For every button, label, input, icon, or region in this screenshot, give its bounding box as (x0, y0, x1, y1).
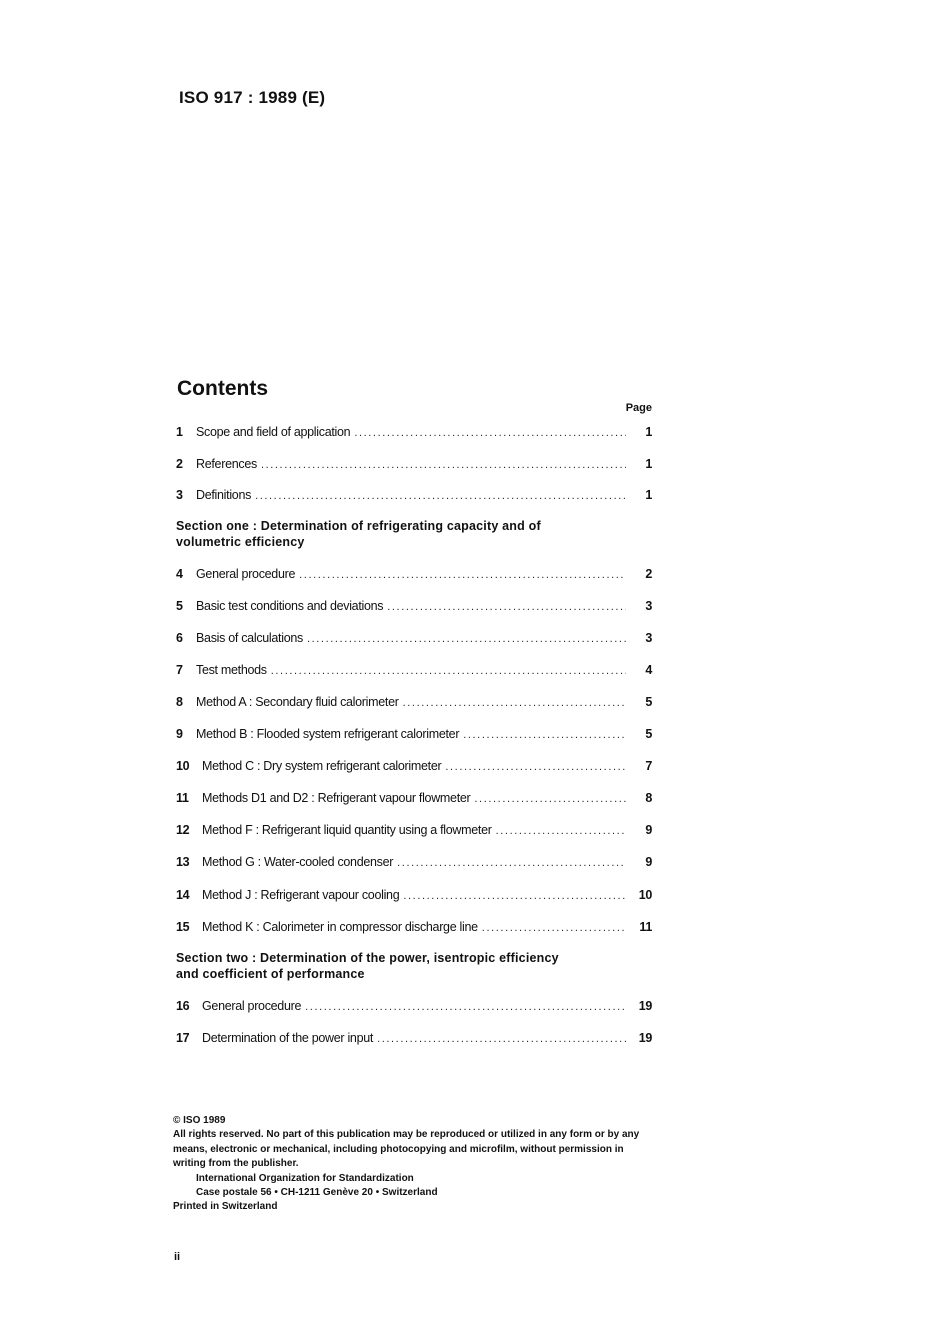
toc-title: Method G : Water-cooled condenser (202, 855, 394, 869)
section-one-line-2: volumetric efficiency (176, 535, 305, 549)
toc-number: 1 (176, 425, 183, 439)
toc-title: Method J : Refrigerant vapour cooling (202, 888, 400, 902)
toc-title: Basic test conditions and deviations (196, 599, 384, 613)
toc-page: 1 (645, 425, 652, 439)
section-two-line-1: Section two : Determination of the power, isentropic efficiency (176, 951, 559, 965)
dot-leader (474, 791, 626, 807)
toc-title: Scope and field of application (196, 425, 351, 439)
toc-entry-4[interactable] (176, 566, 652, 582)
toc-number: 17 (176, 1031, 190, 1045)
toc-title: Method A : Secondary fluid calorimeter (196, 695, 399, 709)
dot-leader (299, 567, 626, 583)
toc-number: 2 (176, 457, 183, 471)
copyright-notice (173, 1114, 653, 1215)
page-column-label: Page (625, 402, 652, 414)
toc-page: 9 (645, 855, 652, 869)
contents-title: Contents (177, 377, 268, 400)
toc-entry-12[interactable] (176, 822, 652, 838)
toc-entry-13[interactable] (176, 854, 652, 870)
toc-page: 4 (645, 663, 652, 677)
copyright-line: © ISO 1989 (173, 1115, 226, 1126)
section-two-heading (176, 950, 652, 982)
toc-number: 3 (176, 488, 183, 502)
dot-leader (463, 727, 626, 743)
toc-page: 9 (645, 823, 652, 837)
toc-number: 14 (176, 888, 190, 902)
section-two-line-2: and coefficient of performance (176, 967, 365, 981)
standard-identifier: ISO 917 : 1989 (E) (179, 88, 326, 107)
toc-entry-11[interactable] (176, 790, 652, 806)
toc-number: 16 (176, 999, 190, 1013)
toc-title: Method K : Calorimeter in compressor discharge line (202, 920, 478, 934)
printed-in: Printed in Switzerland (173, 1201, 278, 1213)
toc-title: Definitions (196, 488, 252, 502)
dot-leader (403, 888, 626, 904)
toc-number: 6 (176, 631, 183, 645)
toc-page: 19 (638, 1031, 652, 1045)
dot-leader (261, 457, 626, 473)
toc-title: References (196, 457, 257, 471)
toc-page: 3 (645, 599, 652, 613)
rights-line-3: writing from the publisher. (173, 1158, 299, 1170)
toc-title: General procedure (196, 567, 296, 581)
dot-leader (482, 920, 626, 936)
toc-number: 9 (176, 727, 183, 741)
toc-entry-8[interactable] (176, 694, 652, 710)
toc-page: 7 (645, 759, 652, 773)
section-one-heading (176, 518, 652, 550)
toc-entry-15[interactable] (176, 919, 652, 935)
toc-title: Method C : Dry system refrigerant calorimeter (202, 759, 442, 773)
toc-entry-7[interactable] (176, 662, 652, 678)
toc-title: Basis of calculations (196, 631, 303, 645)
toc-title: Method B : Flooded system refrigerant calorimeter (196, 727, 460, 741)
table-of-contents (176, 418, 652, 1046)
toc-page: 1 (645, 488, 652, 502)
toc-number: 13 (176, 855, 190, 869)
toc-page: 8 (645, 791, 652, 805)
toc-title: Determination of the power input (202, 1031, 374, 1045)
dot-leader (496, 823, 626, 839)
toc-page: 19 (638, 999, 652, 1013)
toc-entry-17[interactable] (176, 1030, 652, 1046)
page-folio: ii (174, 1251, 181, 1263)
toc-entry-5[interactable] (176, 598, 652, 614)
dot-leader (271, 663, 626, 679)
toc-entry-6[interactable] (176, 630, 652, 646)
organization-name: International Organization for Standardization (196, 1172, 414, 1184)
dot-leader (307, 631, 626, 647)
toc-entry-1[interactable] (176, 424, 652, 440)
toc-title: Method F : Refrigerant liquid quantity using a flowmeter (202, 823, 492, 837)
toc-page: 10 (638, 888, 652, 902)
dot-leader (255, 488, 626, 504)
toc-number: 15 (176, 920, 190, 934)
toc-page: 3 (645, 631, 652, 645)
toc-page: 11 (639, 920, 652, 934)
toc-page: 2 (645, 567, 652, 581)
toc-entry-16[interactable] (176, 998, 652, 1014)
dot-leader (377, 1031, 626, 1047)
rights-line-1: All rights reserved. No part of this publication may be reproduced or utilized in any form or by any (173, 1129, 640, 1141)
toc-number: 11 (176, 791, 189, 805)
organization-address: Case postale 56 • CH-1211 Genève 20 • Switzerland (196, 1187, 438, 1199)
toc-number: 4 (176, 567, 183, 581)
toc-entry-2[interactable] (176, 456, 652, 472)
toc-entry-14[interactable] (176, 887, 652, 903)
toc-number: 5 (176, 599, 183, 613)
dot-leader (445, 759, 626, 775)
toc-title: Test methods (196, 663, 267, 677)
toc-entry-10[interactable] (176, 758, 652, 774)
toc-entry-9[interactable] (176, 726, 652, 742)
toc-entry-3[interactable] (176, 487, 652, 503)
toc-title: General procedure (202, 999, 302, 1013)
dot-leader (397, 855, 626, 871)
dot-leader (387, 599, 626, 615)
toc-number: 10 (176, 759, 190, 773)
toc-number: 12 (176, 823, 190, 837)
toc-number: 8 (176, 695, 183, 709)
dot-leader (354, 425, 626, 441)
toc-title: Methods D1 and D2 : Refrigerant vapour flowmeter (202, 791, 471, 805)
toc-page: 5 (645, 695, 652, 709)
toc-number: 7 (176, 663, 183, 677)
section-one-line-1: Section one : Determination of refrigerating capacity and of (176, 519, 541, 533)
rights-line-2: means, electronic or mechanical, including photocopying and microfilm, without permission in (173, 1143, 624, 1155)
dot-leader (305, 999, 626, 1015)
toc-page: 5 (645, 727, 652, 741)
dot-leader (403, 695, 626, 711)
toc-page: 1 (645, 457, 652, 471)
